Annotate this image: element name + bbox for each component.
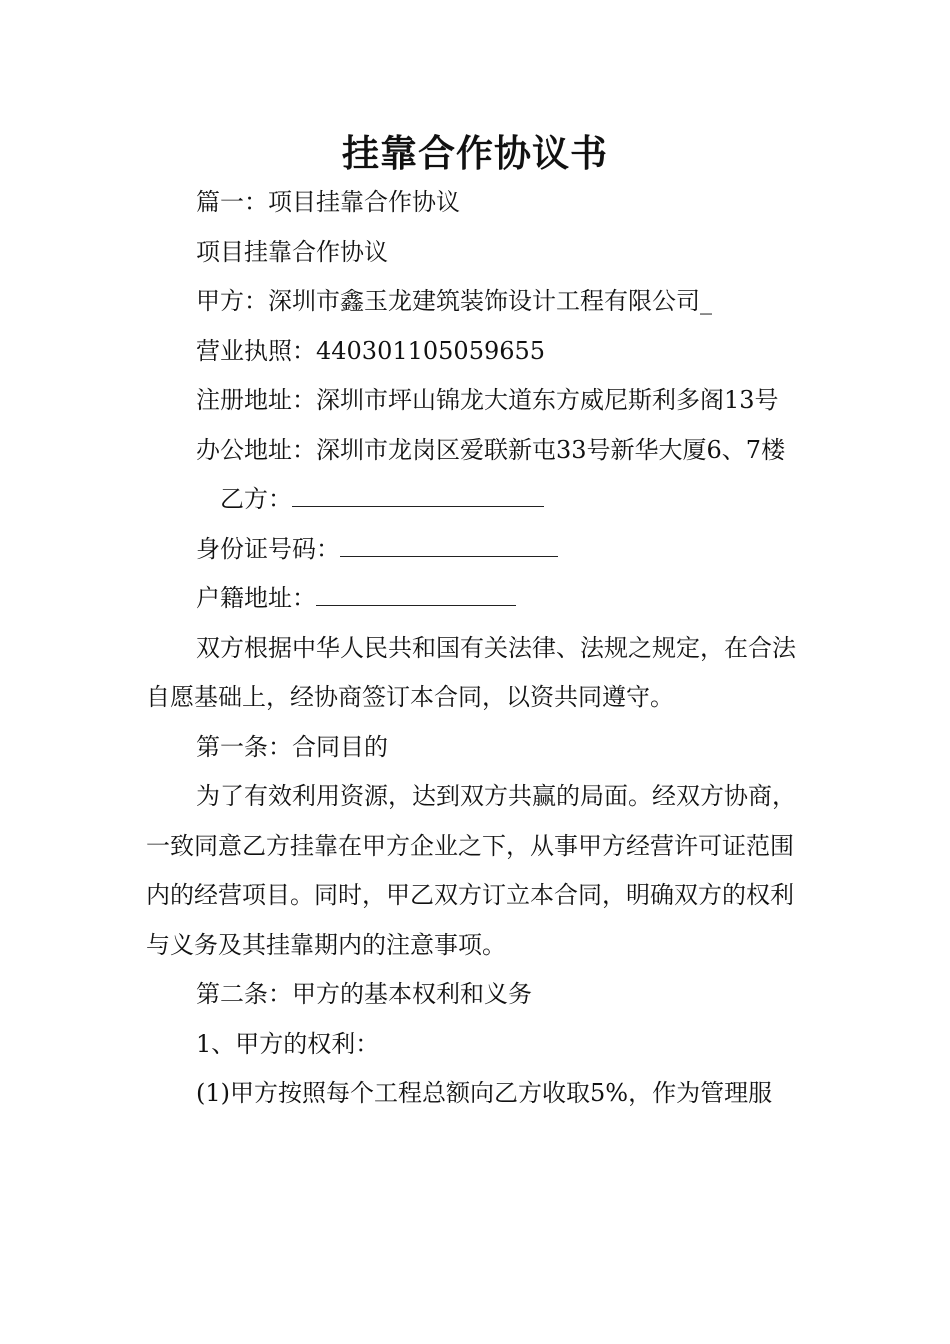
- section-heading-part1: 篇一：项目挂靠合作协议: [196, 188, 460, 216]
- id-number-line: [146, 525, 810, 575]
- party-b-label: 乙方：: [220, 485, 292, 513]
- business-license-line: 营业执照：440301105059655: [196, 336, 546, 365]
- article-2-heading: 第二条：甲方的基本权利和义务: [196, 980, 532, 1008]
- household-address-label: 户籍地址：: [196, 584, 316, 612]
- party-a-rights-item-1: (1)甲方按照每个工程总额向乙方收取5%，作为管理服: [196, 1079, 773, 1107]
- party-a-rights-heading: 1、甲方的权利：: [196, 1029, 380, 1058]
- article-1-heading: 第一条：合同目的: [196, 732, 388, 761]
- document-body: [146, 178, 810, 1119]
- preamble-paragraph: 双方根据中华人民共和国有关法律、法规之规定，在合法自愿基础上，经协商签订本合同，以资共同遵守。: [146, 633, 796, 711]
- article-1-paragraph: 为了有效利用资源，达到双方共赢的局面。经双方协商，一致同意乙方挂靠在甲方企业之下，从事甲方经营许可证范围内的经营项目。同时，甲乙双方订立本合同，明确双方的权利与义务及其挂靠期内的注意事项。: [146, 782, 796, 959]
- id-number-label: 身份证号码：: [196, 534, 340, 563]
- document-title: 挂靠合作协议书: [342, 131, 608, 175]
- office-address-line: 办公地址：深圳市龙岗区爱联新屯33号新华大厦6、7楼: [196, 435, 786, 464]
- agreement-subtitle: 项目挂靠合作协议: [196, 237, 388, 266]
- registered-address-line: 注册地址：深圳市坪山锦龙大道东方威尼斯利多阁13号: [196, 386, 779, 414]
- id-number-blank: [340, 530, 558, 557]
- household-address-line: [146, 574, 810, 624]
- household-address-blank: [316, 579, 516, 606]
- party-b-blank: [292, 480, 544, 507]
- party-b-line: [146, 475, 810, 525]
- party-a-line: 甲方：深圳市鑫玉龙建筑装饰设计工程有限公司_: [196, 287, 712, 315]
